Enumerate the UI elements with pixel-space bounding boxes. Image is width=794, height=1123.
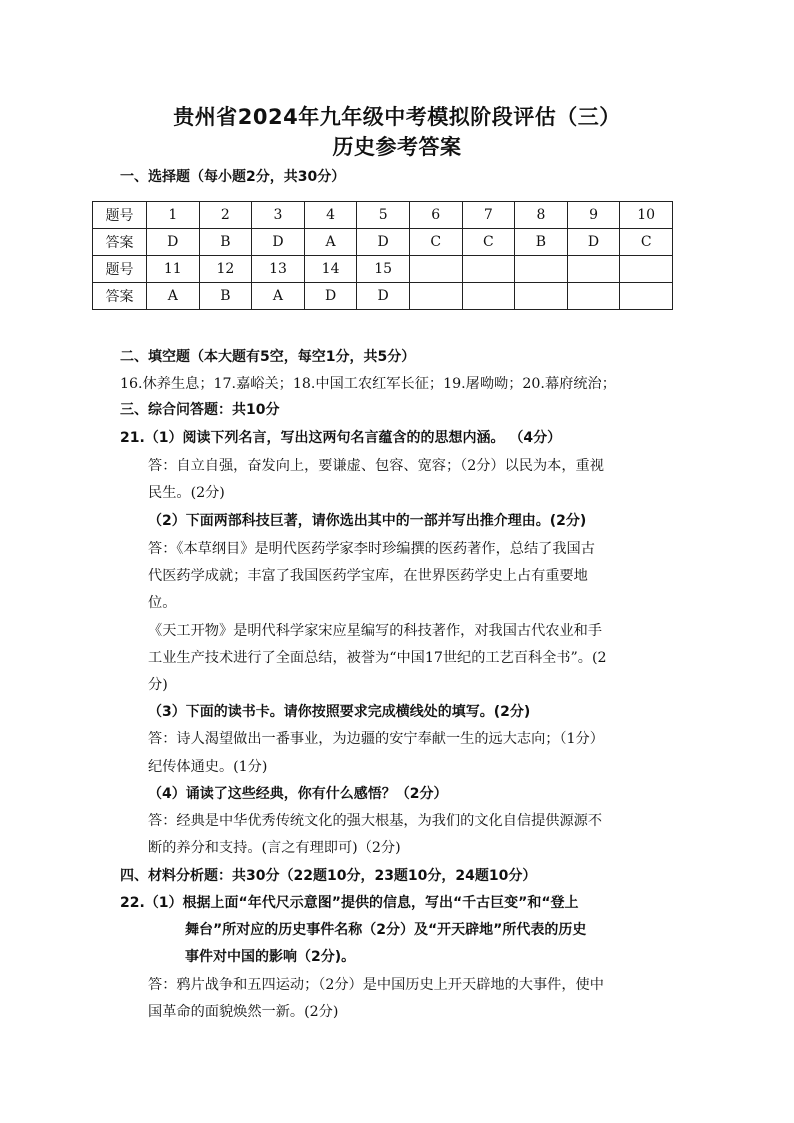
question-21-3: （3）下面的读书卡。请你按照要求完成横线处的填写。(2分): [148, 704, 531, 720]
answer-table-cell: [515, 256, 568, 283]
section3-heading: 三、综合问答题：共10分: [120, 402, 280, 418]
answer-table-cell: [515, 283, 568, 310]
answer-table-row-label: 答案: [93, 229, 147, 256]
answer-22-1-line2: 国革命的面貌焕然一新。(2分): [148, 1004, 339, 1020]
answer-table-cell: [567, 256, 620, 283]
answer-table-cell: 12: [199, 256, 252, 283]
answer-table-cell: 4: [304, 202, 357, 229]
answer-table-cell: 5: [357, 202, 410, 229]
answer-table-row: [93, 283, 673, 310]
answer-table-cell: 14: [304, 256, 357, 283]
answer-table-cell: D: [357, 283, 410, 310]
section1-heading: 一、选择题（每小题2分，共30分）: [120, 169, 346, 185]
answer-21-2-line5: 工业生产技术进行了全面总结，被誉为“中国17世纪的工艺百科全书”。(2: [148, 650, 607, 666]
answer-21-1-line2: 民生。(2分): [148, 485, 225, 501]
answer-21-2-line1: 答：《本草纲目》是明代医药学家李时珍编撰的医药著作，总结了我国古: [148, 541, 595, 557]
answer-table-cell: 10: [620, 202, 673, 229]
answer-table-cell: 13: [252, 256, 305, 283]
answer-table-cell: [620, 283, 673, 310]
answer-22-1-line1: 答：鸦片战争和五四运动；（2分）是中国历史上开天辟地的大事件，使中: [148, 977, 604, 993]
answer-table-row: [93, 202, 673, 229]
answer-table-cell: C: [462, 229, 515, 256]
answer-table-cell: C: [409, 229, 462, 256]
answer-table-cell: A: [147, 283, 200, 310]
question-22-1-line1: 22.（1）根据上面“年代尺示意图”提供的信息，写出“千古巨变”和“登上: [120, 895, 579, 911]
multiple-choice-answer-table: [92, 201, 673, 310]
answer-table-cell: 9: [567, 202, 620, 229]
answer-table-cell: D: [357, 229, 410, 256]
answer-table-cell: 3: [252, 202, 305, 229]
answer-table-cell: [620, 256, 673, 283]
answer-table-cell: B: [199, 229, 252, 256]
answer-table-cell: [409, 283, 462, 310]
answer-table-row: [93, 229, 673, 256]
answer-table-row-label: 题号: [93, 256, 147, 283]
answer-table-cell: [409, 256, 462, 283]
section2-heading: 二、填空题（本大题有5空，每空1分，共5分）: [120, 349, 416, 365]
answer-table-cell: 8: [515, 202, 568, 229]
answer-table-cell: D: [304, 283, 357, 310]
answer-table-cell: D: [147, 229, 200, 256]
answer-table-cell: C: [620, 229, 673, 256]
question-22-1-line2: 舞台”所对应的历史事件名称（2分）及“开天辟地”所代表的历史: [185, 922, 587, 938]
answer-table-row-label: 题号: [93, 202, 147, 229]
answer-21-3-line1: 答：诗人渴望做出一番事业，为边疆的安宁奉献一生的远大志向；（1分）: [148, 731, 604, 747]
answer-table-cell: D: [567, 229, 620, 256]
answer-table-cell: A: [304, 229, 357, 256]
answer-21-2-line4: 《天工开物》是明代科学家宋应星编写的科技著作，对我国古代农业和手: [148, 623, 603, 639]
page-title: 贵州省2024年九年级中考模拟阶段评估（三）: [173, 105, 621, 129]
answer-table-row: [93, 256, 673, 283]
answer-table-row-label: 答案: [93, 283, 147, 310]
answer-21-4-line2: 断的养分和支持。(言之有理即可)（2分): [148, 840, 401, 856]
question-21-1: 21.（1）阅读下列名言，写出这两句名言蕴含的的思想内涵。 （4分）: [120, 430, 562, 446]
question-22-1-line3: 事件对中国的影响（2分)。: [185, 949, 356, 965]
answer-table-cell: 6: [409, 202, 462, 229]
question-21-2: （2）下面两部科技巨著，请你选出其中的一部并写出推介理由。(2分): [148, 513, 587, 529]
answer-table-cell: [462, 256, 515, 283]
answer-21-2-line2: 代医药学成就；丰富了我国医药学宝库，在世界医药学史上占有重要地: [148, 568, 588, 584]
answer-table-cell: 7: [462, 202, 515, 229]
answer-table-cell: A: [252, 283, 305, 310]
answer-21-4-line1: 答：经典是中华优秀传统文化的强大根基，为我们的文化自信提供源源不: [148, 813, 603, 829]
answer-table-cell: [567, 283, 620, 310]
answer-table-cell: 1: [147, 202, 200, 229]
answer-table-cell: 2: [199, 202, 252, 229]
answer-21-3-line2: 纪传体通史。(1分): [148, 759, 268, 775]
answer-table-cell: B: [515, 229, 568, 256]
answer-table-cell: 15: [357, 256, 410, 283]
answer-table-cell: B: [199, 283, 252, 310]
fill-blank-answers: 16.休养生息；17.嘉峪关；18.中国工农红军长征；19.屠呦呦；20.幕府统治；: [120, 376, 616, 392]
answer-21-2-line3: 位。: [148, 595, 177, 611]
page-subtitle: 历史参考答案: [332, 135, 462, 159]
answer-table-cell: [462, 283, 515, 310]
answer-table-cell: 11: [147, 256, 200, 283]
answer-21-2-line6: 分): [148, 677, 168, 693]
answer-table-cell: D: [252, 229, 305, 256]
answer-21-1-line1: 答：自立自强，奋发向上，要谦虚、包容、宽容；（2分）以民为本，重视: [148, 458, 604, 474]
section4-heading: 四、材料分析题：共30分（22题10分，23题10分，24题10分）: [120, 868, 537, 884]
question-21-4: （4）诵读了这些经典，你有什么感悟？（2分）: [148, 786, 448, 802]
